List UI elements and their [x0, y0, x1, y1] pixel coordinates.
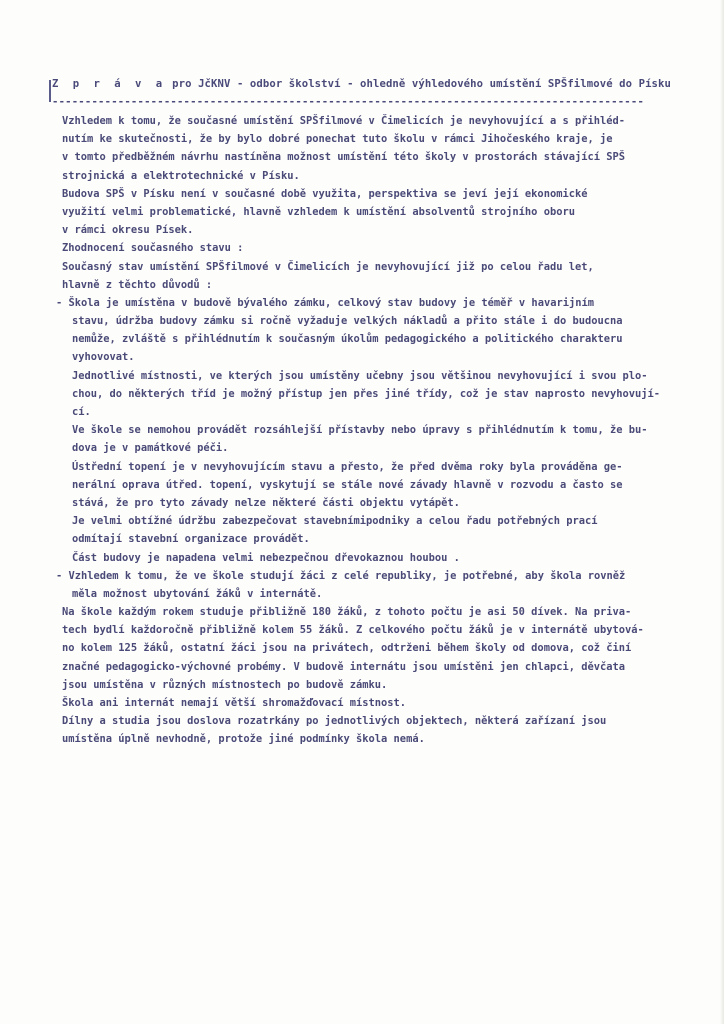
text-line: měla možnost ubytování žáků v internátě. — [72, 587, 323, 600]
text-line: Vzhledem k tomu, že současné umístění SPŠfilmové v Čimelicích je nevyhovující a s přihléd- — [62, 115, 626, 127]
text-line: stavu, údržba budovy zámku si ročně vyžaduje velkých nákladů a přito stále i do budoucna — [72, 315, 623, 328]
margin-mark — [49, 80, 51, 102]
text-line: Část budovy je napadena velmi nebezpečnou dřevokaznou houbou . — [72, 551, 460, 564]
document-heading — [52, 78, 671, 90]
text-line: Je velmi obtížné údržbu zabezpečovat stavebnímipodniky a celou řadu potřebných prací — [72, 515, 598, 528]
text-line: Ústřední topení je v nevyhovujícím stavu a přesto, že před dvěma roky byla prováděna ge- — [72, 460, 623, 473]
text-line: umístěna úplně nevhodně, protože jiné podmínky škola nemá. — [62, 733, 425, 746]
text-line: hlavně z těchto důvodů : — [62, 278, 213, 291]
text-line: - Vzhledem k tomu, že ve škole studují žáci z celé republiky, je potřebné, aby škola rovněž — [56, 569, 626, 582]
text-line: strojnická a elektrotechnické v Písku. — [62, 169, 300, 182]
text-line: Budova SPŠ v Písku není v současné době využita, perspektiva se jeví její ekonomické — [62, 187, 588, 200]
text-line: značné pedagogicko-výchovné probémy. V budově internátu jsou umístěni jen chlapci, děvčata — [62, 660, 626, 673]
text-line: odmítají stavební organizace provádět. — [72, 533, 310, 546]
text-line: no kolem 125 žáků, ostatní žáci jsou na privátech, odtrženi během školy od domova, což činí — [62, 642, 632, 655]
text-line: - Škola je umístěna v budově bývalého zámku, celkový stav budovy je téměř v havarijním — [56, 296, 594, 309]
text-line: v tomto předběžném návrhu nastíněna možnost umístění této školy v prostorách stávající SPŠ — [62, 151, 626, 164]
text-line: Současný stav umístění SPŠfilmové v Čimelicích je nevyhovující již po celou řadu let, — [62, 260, 594, 273]
text-line: Ve škole se nemohou provádět rozsáhlejší přístavby nebo úpravy s přihlédnutím k tomu, že bu- — [72, 424, 648, 437]
page-edge-shadow — [720, 0, 724, 1024]
text-line: nemůže, zvláště s přihlédnutím k současným úkolům pedagogického a politického charakteru — [72, 333, 623, 346]
text-line: v rámci okresu Písek. — [62, 224, 194, 237]
text-line: Škola ani internát nemají větší shromažďovací místnost. — [62, 697, 407, 709]
text-line: nutím ke skutečnosti, že by bylo dobré ponechat tuto školu v rámci Jihočeského kraje, je — [62, 133, 613, 146]
text-line: dova je v památkové péči. — [72, 442, 229, 455]
heading-dashed-rule: ------------------------------------------------------------------------------------------ — [52, 96, 645, 108]
text-line: jsou umístěna v různých místnostech po budově zámku. — [62, 678, 388, 691]
heading-subject: pro JčKNV - odbor školství - ohledně výhledového umístění SPŠfilmové do Písku — [172, 78, 671, 90]
text-line: Na škole každým rokem studuje přibližně 180 žáků, z tohoto počtu je asi 50 dívek. Na priva- — [62, 606, 632, 619]
text-line: cí. — [72, 406, 91, 418]
document-body — [56, 112, 682, 749]
text-line: vyhovovat. — [72, 351, 135, 364]
text-line: stává, že pro tyto závady nelze některé části objektu vytápět. — [72, 496, 460, 509]
text-line: využití velmi problematické, hlavně vzhledem k umístění absolventů strojního oboru — [62, 205, 575, 218]
text-line: tech bydlí každoročně přibližně kolem 55 žáků. Z celkového počtu žáků je v internátě ubytová- — [62, 624, 644, 637]
heading-title-word: Z p r á v a — [52, 78, 167, 90]
text-line: chou, do některých tříd je možný přístup jen přes jiné třídy, což je stav naprosto nevyhovují- — [72, 387, 661, 400]
text-line: nerální oprava útřed. topení, vyskytují se stále nové závady hlavně v rozvodu a často se — [72, 478, 623, 491]
text-line: Jednotlivé místnosti, ve kterých jsou umístěny učebny jsou většinou nevyhovující i svou plo- — [72, 369, 648, 382]
text-line: Dílny a studia jsou doslova rozatrkány po jednotlivých objektech, některá zařízaní jsou — [62, 715, 607, 728]
text-line: Zhodnocení současného stavu : — [62, 242, 244, 255]
